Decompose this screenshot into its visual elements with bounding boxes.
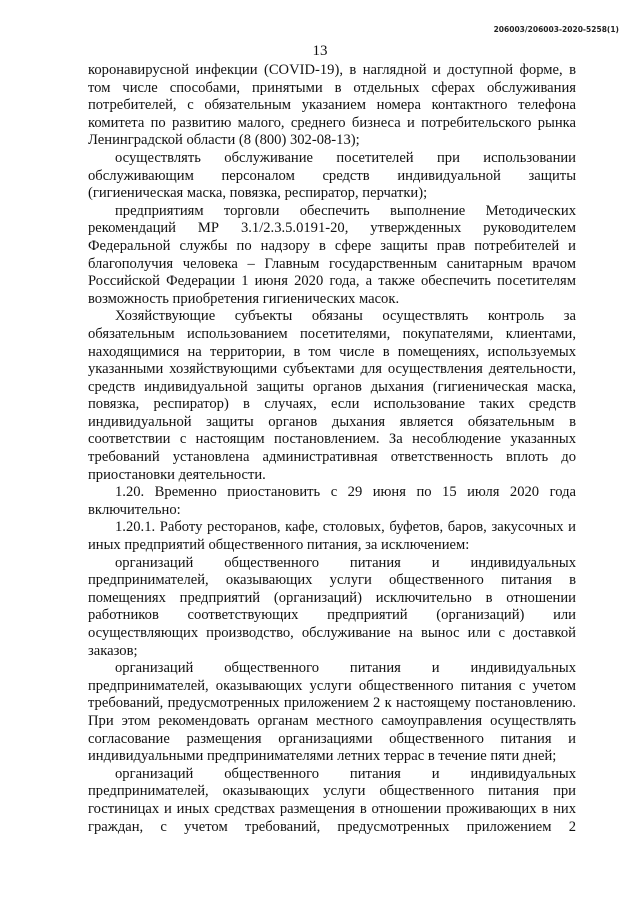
paragraph-control-obligation: Хозяйствующие субъекты обязаны осуществлять контроль за обязательным использованием посетителями, покупателями, клиентами, находящимися на территории, в том числе в помещениях, используемых указанными хозяйствующими субъектами для осуществления деятельности, средств индивидуальной защиты органов дыхания (гигиеническая маска, повязка, респиратор) в случаях, если использование таких средств индивидуальной защиты органов дыхания является обязательным в соответствии с настоящим постановлением. За несоблюдение указанных требований установлена административная ответственность вплоть до приостановки деятельности.	[88, 308, 576, 483]
paragraph-continuation: коронавирусной инфекции (COVID-19), в наглядной и доступной форме, в том числе способами, принятыми в отдельных сферах обслуживания потребителей, с обязательным указанием номера контактного телефона комитета по развитию малого, среднего бизнеса и потребительского рынка Ленинградской области (8 (800) 302-08-13);	[88, 62, 576, 149]
paragraph-exception-employees: организаций общественного питания и индивидуальных предпринимателей, оказывающих услуги общественного питания в помещениях предприятий (организаций) исключительно в отношении работников соответствующих предприятий (организаций) или осуществляющих производство, обслуживание на вынос или с доставкой заказов;	[88, 554, 576, 659]
body-text	[88, 62, 576, 836]
paragraph-ppe-service: осуществлять обслуживание посетителей при использовании обслуживающим персоналом средств индивидуальной защиты (гигиеническая маска, повязка, респиратор, перчатки);	[88, 149, 576, 202]
paragraph-exception-hotels: организаций общественного питания и индивидуальных предпринимателей, оказывающих услуги общественного питания при гостиницах и иных средствах размещения в отношении проживающих в них граждан, с учетом требований, предусмотренных приложением 2	[88, 765, 576, 835]
paragraph-1-20-1: 1.20.1. Работу ресторанов, кафе, столовых, буфетов, баров, закусочных и иных предприятий общественного питания, за исключением:	[88, 519, 576, 554]
document-id: 206003/206003-2020-5258(1)	[493, 25, 619, 34]
page-number: 13	[312, 43, 328, 59]
paragraph-exception-terraces: организаций общественного питания и индивидуальных предпринимателей, оказывающих услуги общественного питания с учетом требований, предусмотренных приложением 2 к настоящему постановлению. При этом рекомендовать органам местного самоуправления осуществлять согласование размещения организациями общественного питания и индивидуальными предпринимателями летних террас в течение пяти дней;	[88, 660, 576, 765]
paragraph-trade-recommendations: предприятиям торговли обеспечить выполнение Методических рекомендаций МР 3.1/2.3.5.0191-20, утвержденных руководителем Федеральной службы по надзору в сфере защиты прав потребителей и благополучия человека – Главным государственным санитарным врачом Российской Федерации 1 июня 2020 года, а также обеспечить посетителям возможность приобретения гигиенических масок.	[88, 202, 576, 307]
paragraph-1-20: 1.20. Временно приостановить с 29 июня по 15 июля 2020 года включительно:	[88, 484, 576, 518]
